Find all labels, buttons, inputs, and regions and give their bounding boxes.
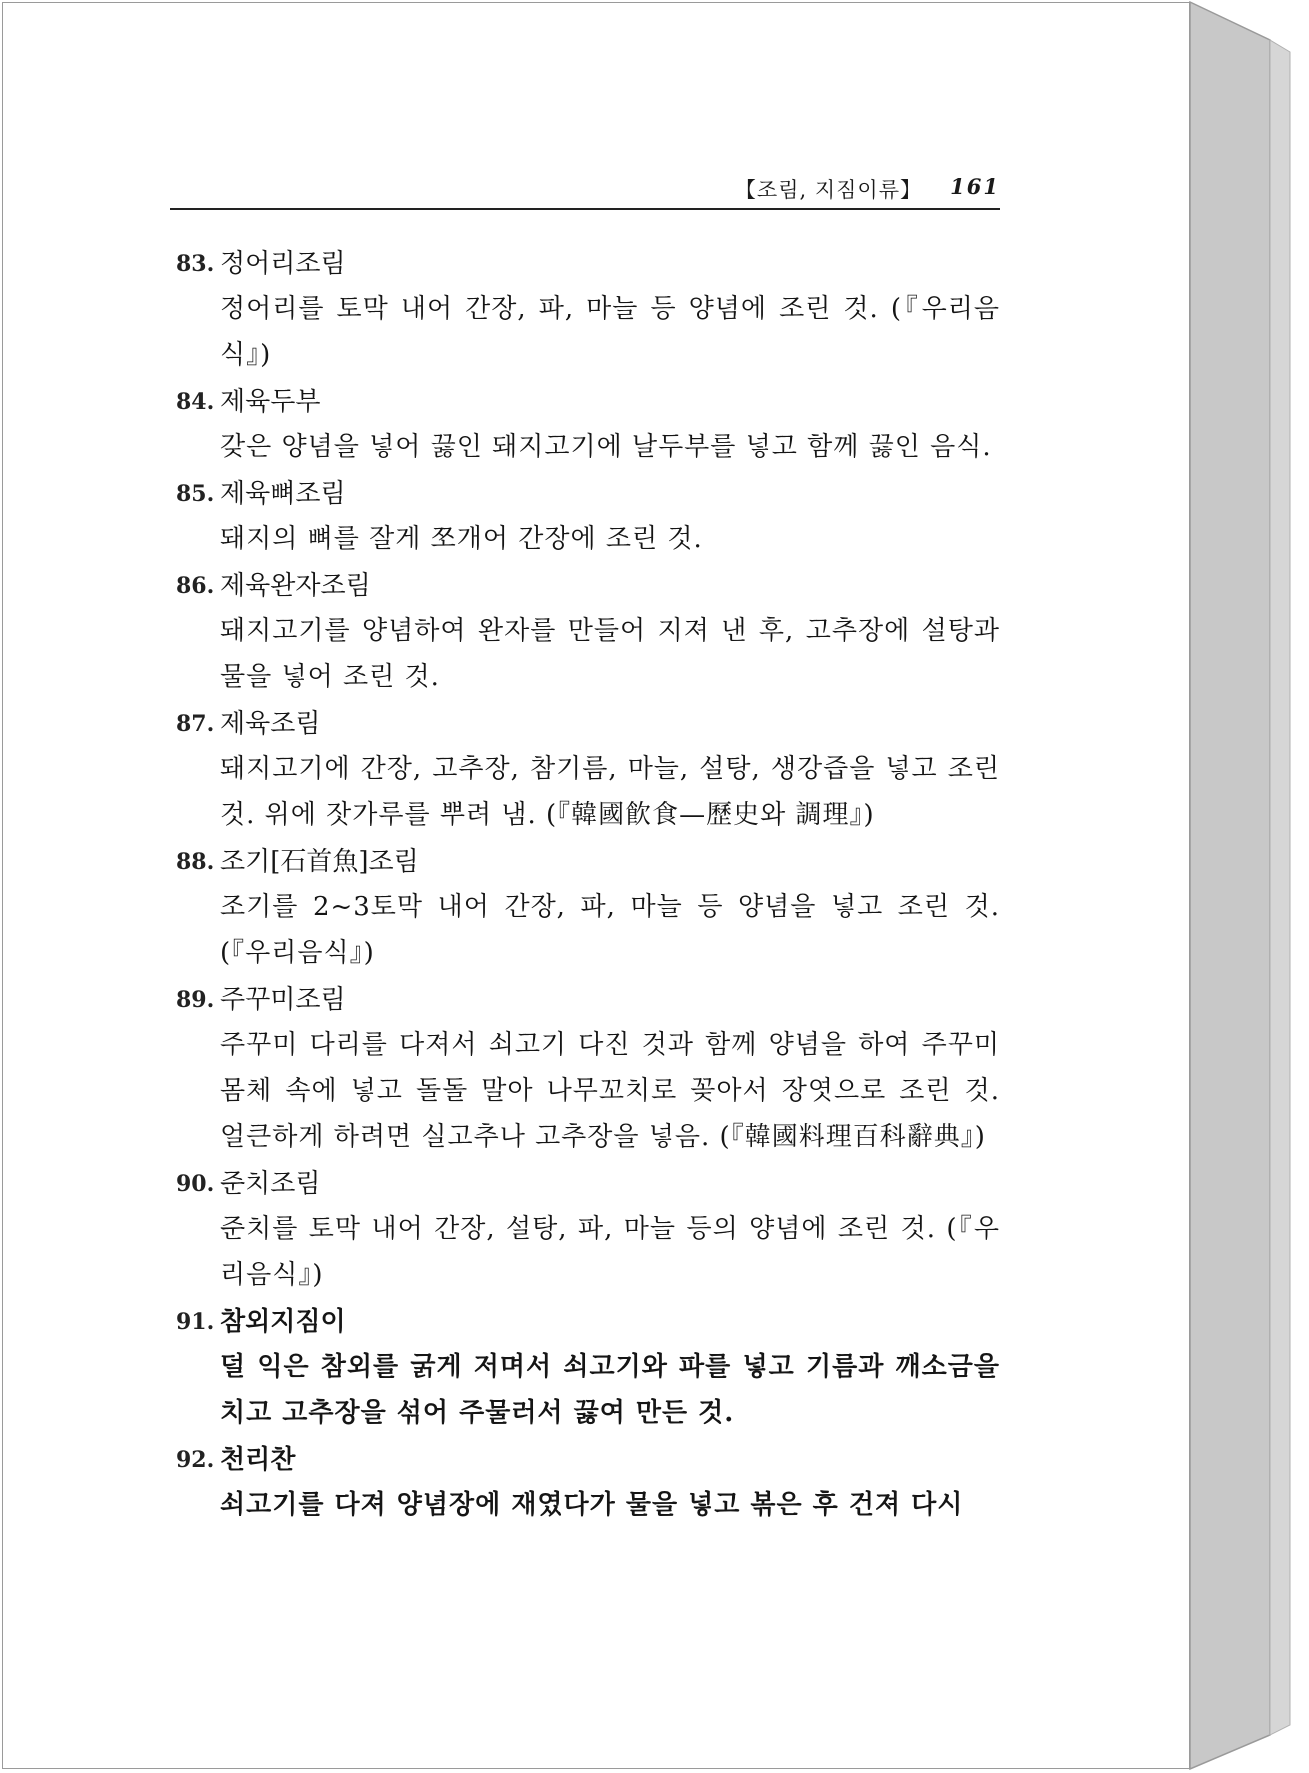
entry-88 (176, 840, 1000, 978)
section-title: 【조림, 지짐이류】 (734, 178, 922, 202)
entry-number: 87. (176, 711, 215, 737)
entry-number: 88. (176, 849, 215, 875)
entry-number: 90. (176, 1171, 215, 1197)
entry-title: 제육조림 (220, 709, 321, 739)
entry-number: 92. (176, 1447, 215, 1473)
entry-number: 83. (176, 251, 215, 277)
entry-text: 준치를 토막 내어 간장, 설탕, 파, 마늘 등의 양념에 조린 것. (『우리음식』) (220, 1214, 1000, 1290)
entry-text: 돼지의 뼈를 잘게 쪼개어 간장에 조린 것. (220, 524, 703, 554)
entry-text: 돼지고기에 간장, 고추장, 참기름, 마늘, 설탕, 생강즙을 넣고 조린 것. 위에 잣가루를 뿌려 냄. (『韓國飮食—歷史와 調理』) (220, 754, 1000, 830)
running-header (170, 170, 1000, 210)
entry-number: 84. (176, 389, 215, 415)
entry-92 (176, 1438, 1000, 1530)
entry-list (176, 242, 1000, 1530)
entry-number: 86. (176, 573, 215, 599)
entry-title: 준치조림 (220, 1169, 321, 1199)
entry-title: 조기[石首魚]조림 (220, 847, 419, 877)
entry-85 (176, 472, 1000, 564)
entry-text: 돼지고기를 양념하여 완자를 만들어 지져 낸 후, 고추장에 설탕과 물을 넣어 조린 것. (220, 616, 1000, 692)
entry-number: 85. (176, 481, 215, 507)
entry-text: 정어리를 토막 내어 간장, 파, 마늘 등 양념에 조린 것. (『우리음식』) (220, 294, 1000, 370)
entry-title: 참외지짐이 (220, 1307, 346, 1337)
entry-83 (176, 242, 1000, 380)
entry-title: 주꾸미조림 (220, 985, 346, 1015)
entry-title: 제육뼈조림 (220, 479, 346, 509)
page-number: 161 (950, 174, 1000, 199)
entry-title: 천리찬 (220, 1445, 296, 1475)
entry-text: 조기를 2~3토막 내어 간장, 파, 마늘 등 양념을 넣고 조린 것. (『우리음식』) (220, 892, 1000, 968)
entry-91 (176, 1300, 1000, 1438)
entry-text: 주꾸미 다리를 다져서 쇠고기 다진 것과 함께 양념을 하여 주꾸미 몸체 속에 넣고 돌돌 말아 나무꼬치로 꽂아서 장엿으로 조린 것. 얼큰하게 하려면 실고추나 고추장을 넣음. (『韓國料理百科辭典』) (220, 1030, 1000, 1152)
entry-86 (176, 564, 1000, 702)
entry-text: 덜 익은 참외를 굵게 저며서 쇠고기와 파를 넣고 기름과 깨소금을 치고 고추장을 섞어 주물러서 끓여 만든 것. (220, 1352, 1000, 1428)
entry-89 (176, 978, 1000, 1162)
entry-number: 91. (176, 1309, 215, 1335)
entry-84 (176, 380, 1000, 472)
entry-title: 정어리조림 (220, 249, 346, 279)
entry-title: 제육두부 (220, 387, 321, 417)
entry-87 (176, 702, 1000, 840)
entry-90 (176, 1162, 1000, 1300)
entry-title: 제육완자조림 (220, 571, 371, 601)
entry-text: 쇠고기를 다져 양념장에 재였다가 물을 넣고 볶은 후 건져 다시 (220, 1490, 964, 1520)
entry-number: 89. (176, 987, 215, 1013)
entry-text: 갖은 양념을 넣어 끓인 돼지고기에 날두부를 넣고 함께 끓인 음식. (220, 432, 992, 462)
